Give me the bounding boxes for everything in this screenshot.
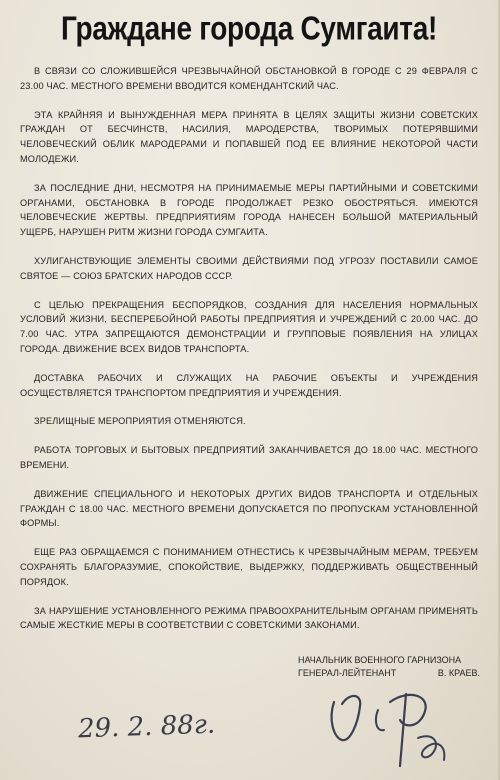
paragraph: С ЦЕЛЬЮ ПРЕКРАЩЕНИЯ БЕСПОРЯДКОВ, СОЗДАНИЯ ДЛЯ НАСЕЛЕНИЯ НОРМАЛЬНЫХ УСЛОВИЙ ЖИЗНИ, БЕСПЕРЕБОЙНОЙ РАБОТЫ ПРЕДПРИЯТИЯ И УЧРЕЖДЕНИЙ С 20.00 ЧАС. ДО 7.00 ЧАС. УТРА ЗАПРЕЩАЮТСЯ ДЕМОНСТРАЦИИ И ГРУППОВЫЕ ПОЯВЛЕНИЯ НА УЛИЦАХ ГОРОДА. ДВИЖЕНИЕ ВСЕХ ВИДОВ ТРАНСПОРТА.	[20, 299, 478, 354]
signatory-position: НАЧАЛЬНИК ВОЕННОГО ГАРНИЗОНА	[298, 655, 462, 665]
paragraph: ХУЛИГАНСТВУЮЩИЕ ЭЛЕМЕНТЫ СВОИМИ ДЕЙСТВИЯМИ ПОД УГРОЗУ ПОСТАВИЛИ САМОЕ СВЯТОЕ — СОЮЗ БРАТСКИХ НАРОДОВ СССР.	[20, 255, 478, 281]
signatory-name: В. КРАЕВ.	[437, 667, 480, 678]
handwritten-date: 29. 2. 88г.	[77, 709, 216, 745]
paragraph: ЕЩЕ РАЗ ОБРАЩАЕМСЯ С ПОНИМАНИЕМ ОТНЕСТИСЬ К ЧРЕЗВЫЧАЙНЫМ МЕРАМ, ТРЕБУЕМ СОХРАНЯТЬ БЛАГОРАЗУМИЕ, СПОКОЙСТВИЕ, ВЫДЕРЖКУ, ПОДДЕРЖИВАТЬ ОБЩЕСТВЕННЫЙ ПОРЯДОК.	[20, 547, 478, 587]
paragraph: ЗРЕЛИЩНЫЕ МЕРОПРИЯТИЯ ОТМЕНЯЮТСЯ.	[34, 416, 246, 427]
handwritten-signature	[320, 680, 480, 775]
document-body	[20, 64, 478, 647]
signature-scribble	[320, 680, 480, 770]
paragraph: ДОСТАВКА РАБОЧИХ И СЛУЖАЩИХ НА РАБОЧИЕ ОБЪЕКТЫ И УЧРЕЖДЕНИЯ ОСУЩЕСТВЛЯЕТСЯ ТРАНСПОРТОМ ПРЕДПРИЯТИЯ И УЧРЕЖДЕНИЯ.	[20, 372, 478, 398]
paragraph: ДВИЖЕНИЕ СПЕЦИАЛЬНОГО И НЕКОТОРЫХ ДРУГИХ ВИДОВ ТРАНСПОРТА И ОТДЕЛЬНЫХ ГРАЖДАН С 18.00 ЧАС. МЕСТНОГО ВРЕМЕНИ ДОПУСКАЕТСЯ ПО ПРОПУСКАМ УСТАНОВЛЕННОЙ ФОРМЫ.	[20, 488, 478, 529]
paragraph: ЗА ПОСЛЕДНИЕ ДНИ, НЕСМОТРЯ НА ПРИНИМАЕМЫЕ МЕРЫ ПАРТИЙНЫМИ И СОВЕТСКИМИ ОРГАНАМИ, ОБСТАНОВКА В ГОРОДЕ ПРОДОЛЖАЕТ РЕЗКО ОБОСТРЯТЬСЯ. ИМЕЮТСЯ ЧЕЛОВЕЧЕСКИЕ ЖЕРТВЫ. ПРЕДПРИЯТИЯМ ГОРОДА НАНЕСЕН БОЛЬШОЙ МАТЕРИАЛЬНЫЙ УЩЕРБ, НАРУШЕН РИТМ ЖИЗНИ ГОРОДА СУМГАИТА.	[20, 182, 478, 238]
paragraph: ЗА НАРУШЕНИЕ УСТАНОВЛЕННОГО РЕЖИМА ПРАВООХРАНИТЕЛЬНЫМ ОРГАНАМ ПРИМЕНЯТЬ САМЫЕ ЖЕСТКИЕ МЕРЫ В СООТВЕТСТВИИ С СОВЕТСКИМИ ЗАКОНАМИ.	[20, 605, 478, 631]
paragraph: РАБОТА ТОРГОВЫХ И БЫТОВЫХ ПРЕДПРИЯТИЙ ЗАКАНЧИВАЕТСЯ ДО 18.00 ЧАС. МЕСТНОГО ВРЕМЕНИ.	[20, 445, 478, 470]
paragraph: ЭТА КРАЙНЯЯ И ВЫНУЖДЕННАЯ МЕРА ПРИНЯТА В ЦЕЛЯХ ЗАЩИТЫ ЖИЗНИ СОВЕТСКИХ ГРАЖДАН ОТ БЕСЧИНСТВ, НАСИЛИЯ, МАРОДЕРСТВА, ТВОРИМЫХ ПОТЕРЯВШИМИ ЧЕЛОВЕЧЕСКИЙ ОБЛИК МАРОДЕРАМИ И ПОПАВШЕЙ ПОД ЕЕ ВЛИЯНИЕ НЕКОТОРОЙ ЧАСТИ МОЛОДЕЖИ.	[20, 109, 478, 164]
document-title: Граждане города Сумгаита!	[61, 10, 437, 47]
paragraph: В СВЯЗИ СО СЛОЖИВШЕЙСЯ ЧРЕЗВЫЧАЙНОЙ ОБСТАНОВКОЙ В ГОРОДЕ С 29 ФЕВРАЛЯ С 23.00 ЧАС. МЕСТНОГО ВРЕМЕНИ ВВОДИТСЯ КОМЕНДАНТСКИЙ ЧАС.	[20, 66, 478, 91]
signature-block	[298, 654, 480, 679]
signatory-rank: ГЕНЕРАЛ-ЛЕЙТЕНАНТ	[298, 667, 397, 678]
